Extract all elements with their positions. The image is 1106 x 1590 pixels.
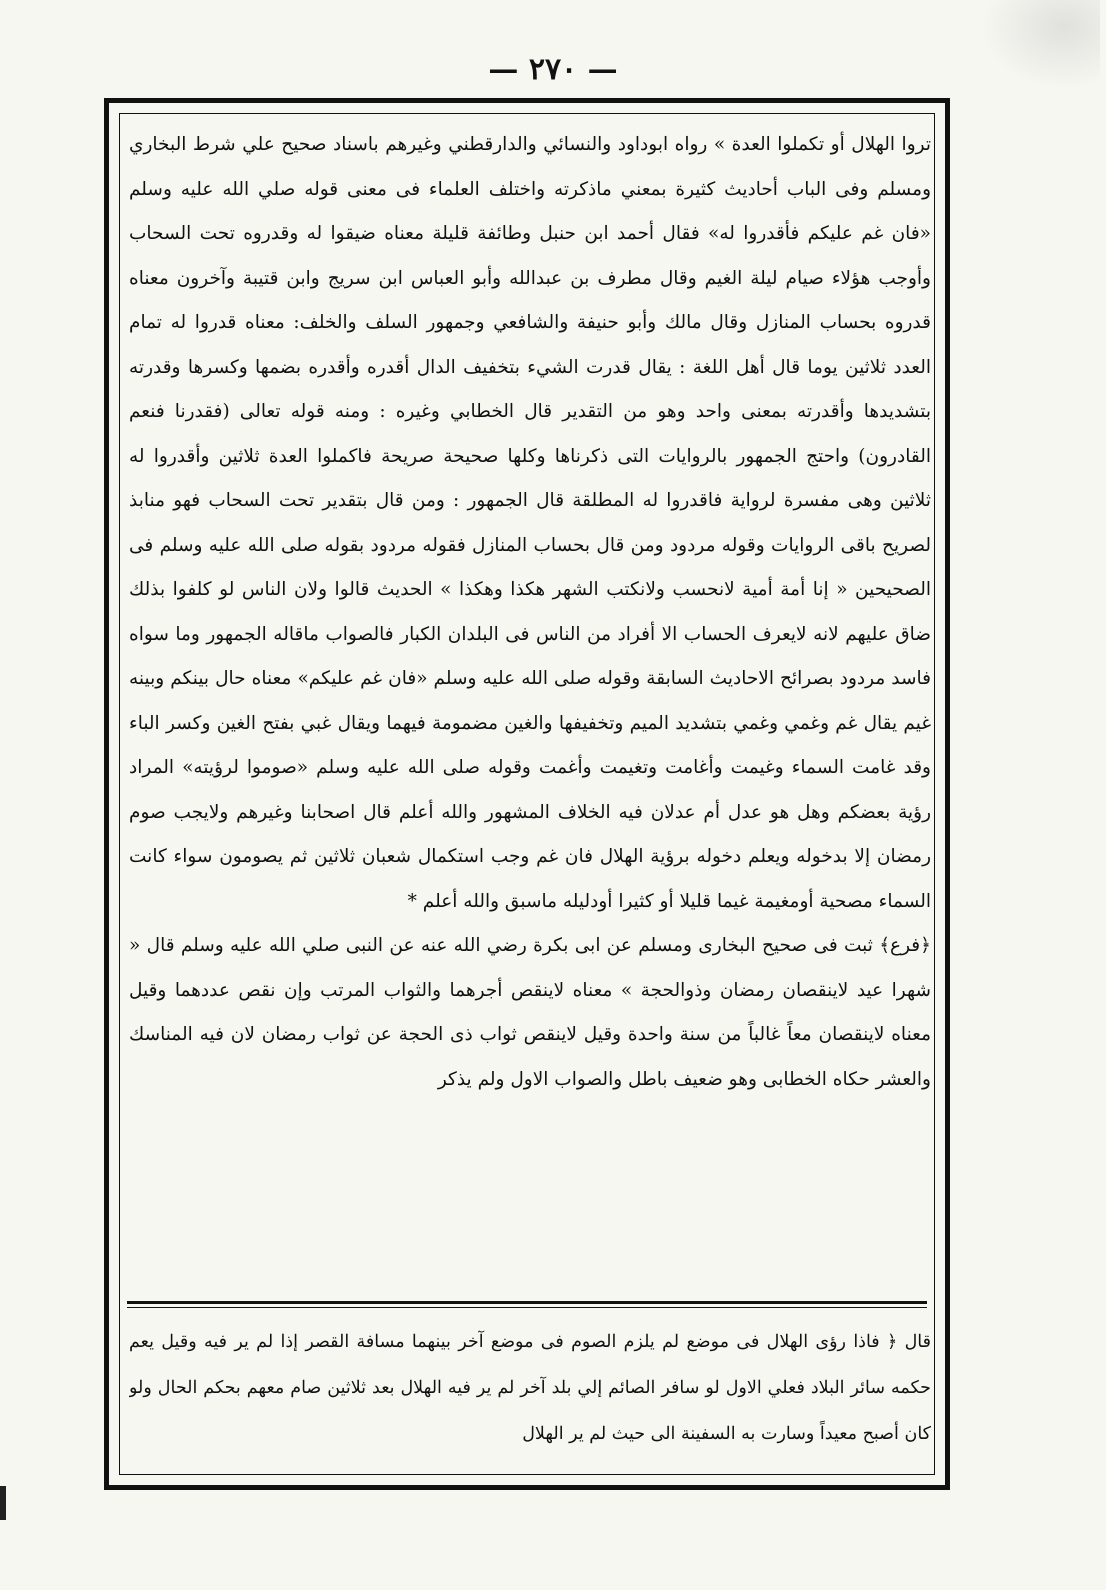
- commentary-text-block: [129, 1319, 931, 1469]
- section-divider: [127, 1301, 927, 1304]
- main-text-block: [129, 123, 931, 1293]
- section-divider-thin: [127, 1307, 927, 1308]
- scan-edge-mark: [0, 1486, 6, 1520]
- page-number: — ٢٧٠ —: [488, 52, 618, 87]
- commentary-paragraph: قال ﴿ فاذا رؤى الهلال فى موضع لم يلزم الصوم فى موضع آخر بينهما مسافة القصر إذا لم ير فيه وقيل يعم حكمه سائر البلاد فعلي الاول لو سافر الصائم إلي بلد آخر لم ير فيه الهلال بعد ثلاثين صام معهم بحكم الحال ولو كان أصبح معيداً وسارت به السفينة الى حيث لم ير الهلال: [129, 1332, 931, 1444]
- page-frame: [104, 98, 950, 1490]
- main-paragraph-branch: ﴿فرع﴾ ثبت فى صحيح البخارى ومسلم عن ابى بكرة رضي الله عنه عن النبى صلي الله عليه وسلم قال « شهرا عيد لاينقصان رمضان وذوالحجة » معناه لاينقص أجرهما والثواب المرتب وإن نقص عددهما وقيل معناه لاينقصان معاً غالباً من سنة واحدة وقيل لاينقص ثواب ذى الحجة عن ثواب رمضان لان فيه المناسك والعشر حكاه الخطابى وهو ضعيف باطل والصواب الاول ولم يذكر: [129, 935, 931, 1090]
- main-paragraph: تروا الهلال أو تكملوا العدة » رواه ابوداود والنسائي والدارقطني وغيرهم باسناد صحيح علي شرط البخاري ومسلم وفى الباب أحاديث كثيرة بمعني ماذكرته واختلف العلماء فى معنى قوله صلي الله عليه وسلم «فان غم عليكم فأقدروا له» فقال أحمد ابن حنبل وطائفة قليلة معناه ضيقوا له وقدروه تحت السحاب وأوجب هؤلاء صيام ليلة الغيم وقال مطرف بن عبدالله وأبو العباس ابن سريج وابن قتيبة وآخرون معناه قدروه بحساب المنازل وقال مالك وأبو حنيفة والشافعي وجمهور السلف والخلف: معناه قدروا له تمام العدد ثلاثين يوما قال أهل اللغة : يقال قدرت الشيء بتخفيف الدال أقدره وأقدره بضمها وكسرها وقدرته بتشديدها وأقدرته بمعنى واحد وهو من التقدير قال الخطابي وغيره : ومنه قوله تعالى (فقدرنا فنعم القادرون) واحتج الجمهور بالروايات التى ذكرناها وكلها صحيحة صريحة فاكملوا العدة ثلاثين وأقدروا له ثلاثين وهى مفسرة لرواية فاقدروا له المطلقة قال الجمهور : ومن قال بتقدير تحت السحاب فهو منابذ لصريح باقى الروايات وقوله مردود ومن قال بحساب المنازل فقوله مردود بقوله صلى الله عليه وسلم فى الصحيحين « إنا أمة أمية لانحسب ولانكتب الشهر هكذا وهكذا » الحديث قالوا ولان الناس لو كلفوا بذلك ضاق عليهم لانه لايعرف الحساب الا أفراد من الناس فى البلدان الكبار فالصواب ماقاله الجمهور وما سواه فاسد مردود بصرائح الاحاديث السابقة وقوله صلى الله عليه وسلم «فان غم عليكم» معناه حال بينكم وبينه غيم يقال غم وغمي وغمي بتشديد الميم وتخفيفها والغين مضمومة فيهما ويقال غبي بفتح الغين وكسر الباء وقد غامت السماء وغيمت وأغامت وتغيمت وأغمت وقوله صلى الله عليه وسلم «صوموا لرؤيته» المراد رؤية بعضكم وهل هو عدل أم عدلان فيه الخلاف المشهور والله أعلم قال اصحابنا وغيرهم ولايجب صوم رمضان إلا بدخوله ويعلم دخوله برؤية الهلال فان غم وجب استكمال شعبان ثلاثين ثم يصومون سواء كانت السماء مصحية أومغيمة غيما قليلا أو كثيرا أودليله ماسبق والله أعلم *: [129, 134, 931, 912]
